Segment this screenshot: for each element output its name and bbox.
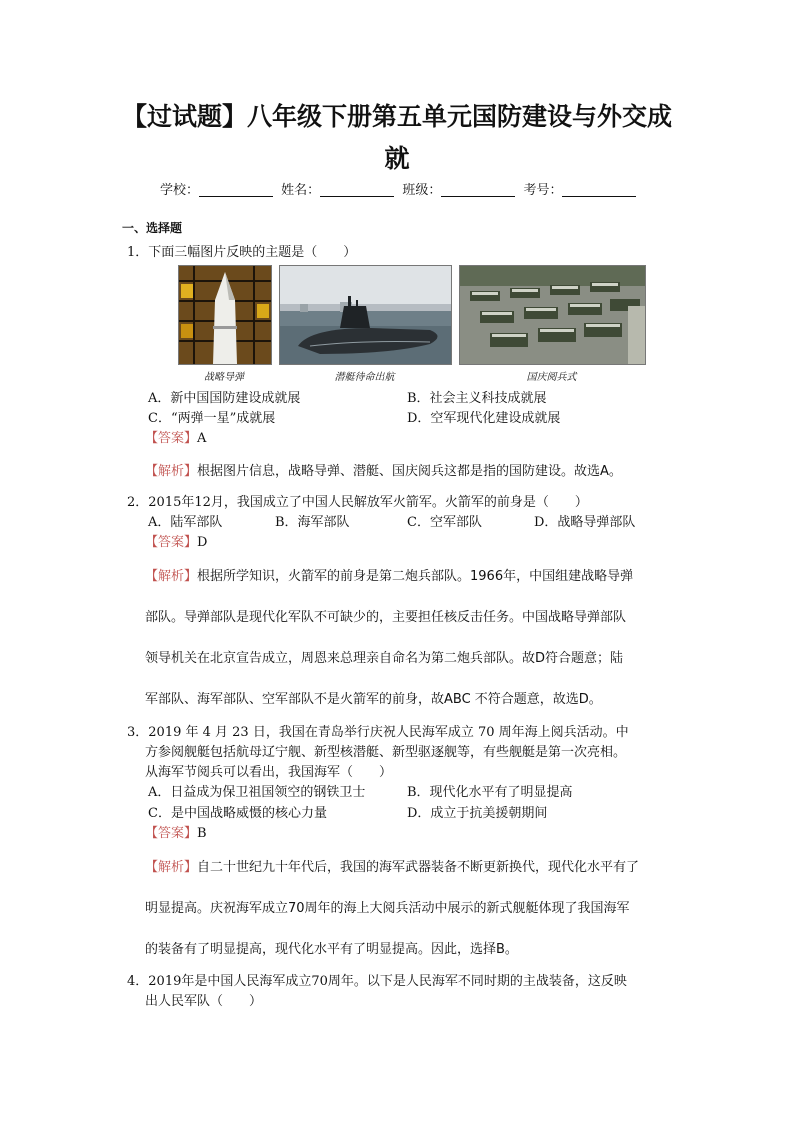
q1-option-c[interactable]: C．“两弹一星”成就展 [148,411,276,426]
q3-analysis-line-1 [145,859,639,877]
q2-analysis-line-3: 领导机关在北京宣告成立，周恩来总理亲自命名为第二炮兵部队。故D符合题意；陆 [145,651,624,666]
document-title: 【过试题】八年级下册第五单元国防建设与外交成 [121,102,672,131]
document-title-continued: 就 [384,144,410,173]
section-heading: 一、选择题 [122,221,183,235]
question-3-stem-line-2: 方参阅舰艇包括航母辽宁舰、新型核潜艇、新型驱逐舰等，有些舰艇是第一次亮相。 [145,745,627,760]
q2-option-b[interactable]: B．海军部队 [275,515,350,530]
name-blank[interactable] [320,183,394,197]
question-3-stem-line-1: 3．2019 年 4 月 23 日，我国在青岛举行庆祝人民海军成立 70 周年海上阅兵活动。中 [127,725,629,740]
analysis-tag: 【解析】 [145,464,198,479]
q1-answer [145,430,206,448]
q1-option-b[interactable]: B．社会主义科技成就展 [407,391,547,406]
answer-value: B [197,826,207,841]
question-4-stem-line-2: 出人民军队（ ） [145,994,263,1009]
exam-number-label: 考号： [523,183,563,198]
q3-analysis-line-3: 的装备有了明显提高，现代化水平有了明显提高。因此，选择B。 [145,942,518,957]
q1-analysis [145,463,622,481]
q3-option-c[interactable]: C．是中国战略威慑的核心力量 [148,806,327,821]
school-label: 学校： [160,183,200,198]
missile-caption: 战略导弹 [204,372,244,383]
class-label: 班级： [402,183,442,198]
class-blank[interactable] [441,183,515,197]
question-4-stem-line-1: 4．2019年是中国人民海军成立70周年。以下是人民海军不同时期的主战装备，这反映 [127,974,627,989]
q3-option-a[interactable]: A．日益成为保卫祖国领空的钢铁卫士 [148,785,366,800]
q1-option-a[interactable]: A．新中国国防建设成就展 [148,391,301,406]
question-1-stem: 1．下面三幅图片反映的主题是（ ） [127,245,357,260]
analysis-tag: 【解析】 [145,860,198,875]
question-2-stem: 2．2015年12月，我国成立了中国人民解放军火箭军。火箭军的前身是（ ） [127,495,588,510]
analysis-text: 根据图片信息，战略导弹、潜艇、国庆阅兵这都是指的国防建设。故选A。 [197,464,622,479]
student-info-row [160,182,640,200]
q2-analysis-line-4: 军部队、海军部队、空军部队不是火箭军的前身，故ABC 不符合题意，故选D。 [145,692,602,707]
analysis-tag: 【解析】 [145,569,198,584]
q2-analysis-line-1 [145,568,633,586]
name-label: 姓名： [281,183,321,198]
q2-answer [145,534,207,552]
exam-number-blank[interactable] [562,183,636,197]
missile-photo [178,265,272,365]
q3-analysis-line-2: 明显提高。庆祝海军成立70周年的海上大阅兵活动中展示的新式舰艇体现了我国海军 [145,901,630,916]
q3-option-b[interactable]: B．现代化水平有了明显提高 [407,785,573,800]
q2-option-d[interactable]: D．战略导弹部队 [534,515,636,530]
answer-tag: 【答案】 [145,535,198,550]
parade-photo [459,265,646,365]
parade-caption: 国庆阅兵式 [526,372,577,383]
question-3-stem-line-3: 从海军节阅兵可以看出，我国海军（ ） [145,765,393,780]
analysis-text: 自二十世纪九十年代后，我国的海军武器装备不断更新换代，现代化水平有了 [197,860,640,875]
answer-value: D [197,535,208,550]
q2-option-a[interactable]: A．陆军部队 [148,515,223,530]
q2-analysis-line-2: 部队。导弹部队是现代化军队不可缺少的，主要担任核反击任务。中国战略导弹部队 [145,610,627,625]
q3-answer [145,825,207,843]
submarine-photo [279,265,452,365]
answer-tag: 【答案】 [145,826,198,841]
school-blank[interactable] [199,183,273,197]
q2-option-c[interactable]: C．空军部队 [407,515,482,530]
answer-value: A [197,431,207,446]
analysis-text: 根据所学知识，火箭军的前身是第二炮兵部队。1966年，中国组建战略导弹 [197,569,634,584]
q3-option-d[interactable]: D．成立于抗美援朝期间 [407,806,548,821]
submarine-caption: 潜艇待命出航 [334,372,395,383]
answer-tag: 【答案】 [145,431,198,446]
q1-option-d[interactable]: D．空军现代化建设成就展 [407,411,561,426]
